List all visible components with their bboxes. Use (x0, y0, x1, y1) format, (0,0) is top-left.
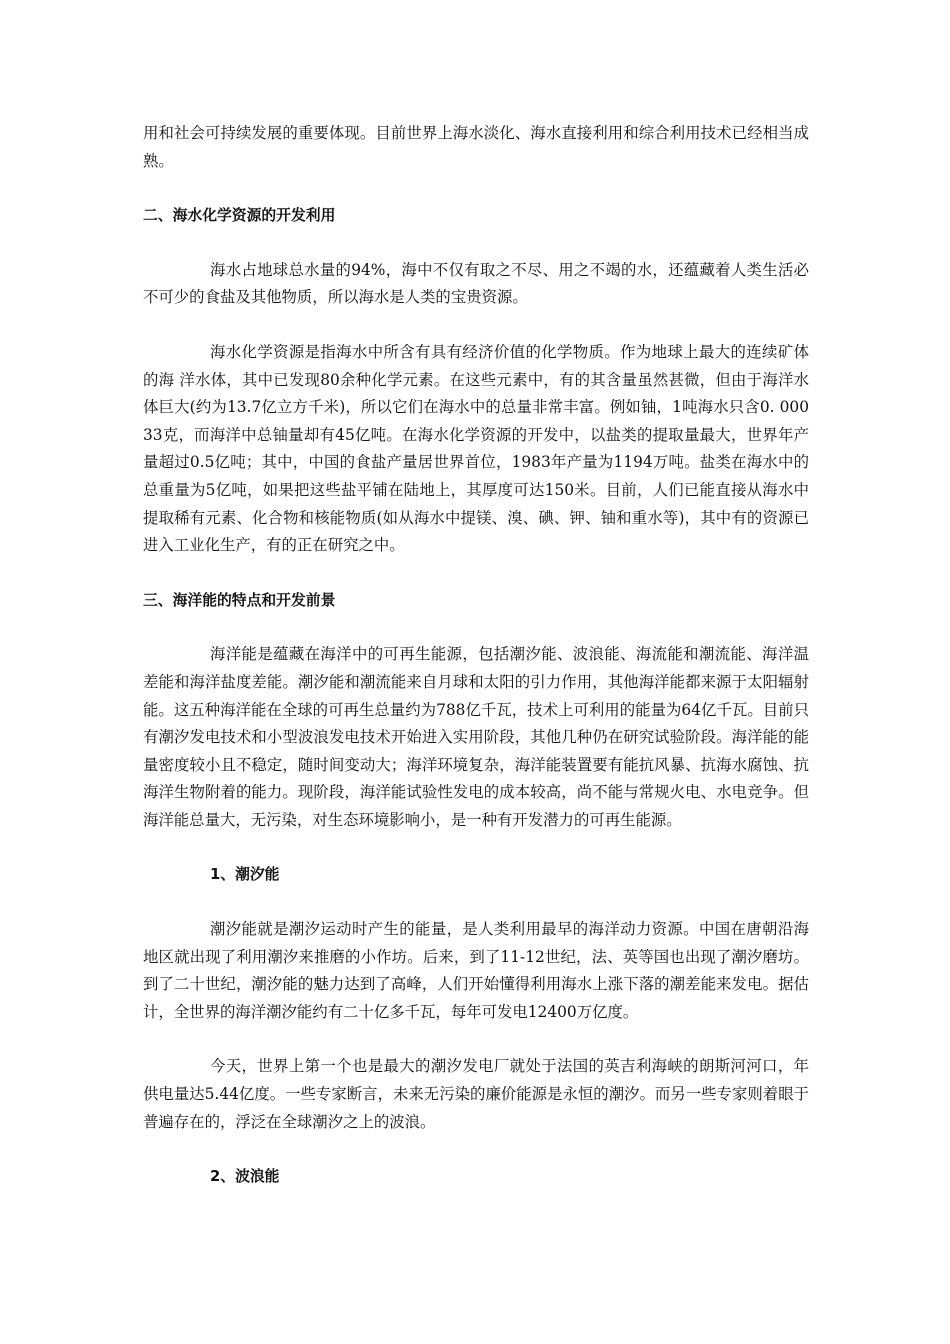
tidal-paragraph-2: 今天，世界上第一个也是最大的潮汐发电厂就处于法国的英吉利海峡的朗斯河河口，年供电量达5.44亿度。一些专家断言，未来无污染的廉价能源是永恒的潮汐。而另一些专家则着眼于普遍存在的，浮泛在全球潮汐之上的波浪。 (143, 1057, 809, 1131)
spacer (143, 312, 809, 339)
section-2-paragraph-2: 海水化学资源是指海水中所含有具有经济价值的化学物质。作为地球上最大的连续矿体的海 洋水体，其中已发现80余种化学元素。在这些元素中，有的其含量虽然甚微，但由于海洋水体巨大(约为13.7亿立方千米)，所以它们在海水中的总量非常丰富。例如铀，1吨海水只含0. 00033克，而海洋中总铀量却有45亿吨。在海水化学资源的开发中，以盐类的提取量最大，世界年产量超过0.5亿吨；其中，中国的食盐产量居世界首位，1983年产量为1194万吨。盐类在海水中的总重量为5亿吨，如果把这些盐平铺在陆地上，其厚度可达150米。目前，人们已能直接从海水中提取稀有元素、化合物和核能物质(如从海水中提镁、溴、碘、钾、铀和重水等)，其中有的资源已进入工业化生产，有的正在研究之中。 (143, 342, 809, 555)
document-page (143, 120, 809, 1191)
spacer (143, 1136, 809, 1163)
section-heading-3: 三、海洋能的特点和开发前景 (143, 591, 336, 609)
spacer (143, 175, 809, 202)
section-2-paragraph-1: 海水占地球总水量的94%，海中不仅有取之不尽、用之不竭的水，还蕴藏着人类生活必不可少的食盐及其他物质，所以海水是人类的宝贵资源。 (143, 260, 809, 307)
spacer (143, 889, 809, 916)
subsection-heading-wave: 2、波浪能 (210, 1168, 280, 1186)
intro-paragraph: 用和社会可持续发展的重要体现。目前世界上海水淡化、海水直接利用和综合利用技术已经相当成熟。 (143, 124, 809, 170)
tidal-paragraph-1: 潮汐能就是潮汐运动时产生的能量，是人类利用最早的海洋动力资源。中国在唐朝沿海地区就出现了利用潮汐来推磨的小作坊。后来，到了11-12世纪，法、英等国也出现了潮汐磨坊。到了二十世纪，潮汐能的魅力达到了高峰，人们开始懂得利用海水上涨下落的潮差能来发电。据估计，全世界的海洋潮汐能约有二十亿多千瓦，每年可发电12400万亿度。 (143, 920, 809, 1021)
spacer (143, 614, 809, 641)
spacer (143, 230, 809, 257)
section-heading-2: 二、海水化学资源的开发利用 (143, 207, 336, 225)
section-3-paragraph-1: 海洋能是蕴藏在海洋中的可再生能源，包括潮汐能、波浪能、海流能和潮流能、海洋温差能和海洋盐度差能。潮汐能和潮流能来自月球和太阳的引力作用，其他海洋能都来源于太阳辐射能。这五种海洋能在全球的可再生总量约为788亿千瓦，技术上可利用的能量为64亿千瓦。目前只有潮汐发电技术和小型波浪发电技术开始进入实用阶段，其他几种仍在研究试验阶段。海洋能的能量密度较小且不稳定，随时间变动大；海洋环境复杂，海洋能装置要有能抗风暴、抗海水腐蚀、抗海洋生物附着的能力。现阶段，海洋能试验性发电的成本较高，尚不能与常规火电、水电竞争。但海洋能总量大，无污染，对生态环境影响小，是一种有开发潜力的可再生能源。 (143, 645, 809, 829)
subsection-heading-tidal: 1、潮汐能 (210, 866, 280, 884)
spacer (143, 560, 809, 587)
spacer (143, 1026, 809, 1053)
spacer (143, 834, 809, 861)
